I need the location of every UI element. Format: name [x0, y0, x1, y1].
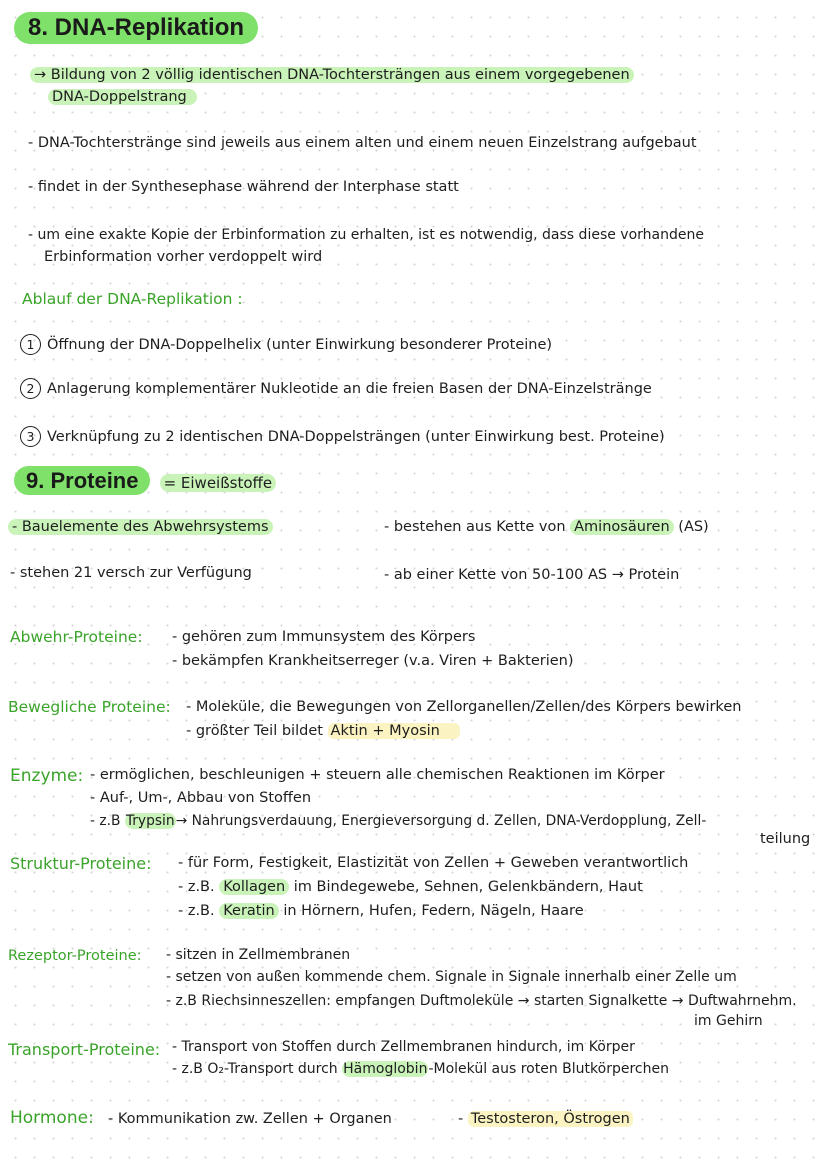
- proteine-heading-row: [14, 468, 276, 494]
- enzyme-line-1: - ermöglichen, beschleunigen + steuern alle chemischen Reaktionen im Körper: [90, 767, 665, 783]
- abwehr-label: Abwehr-Proteine:: [10, 628, 143, 646]
- hormone-examples-highlight: Testosteron, Östrogen: [468, 1111, 633, 1127]
- proteine-right-1-pre: - bestehen aus Kette von: [384, 519, 566, 535]
- proteine-left-1-highlight: - Bauelemente des Abwehrsystems: [8, 519, 273, 535]
- rezeptor-label: Rezeptor-Proteine:: [8, 948, 142, 964]
- transport-line-2-pre: - z.B O₂-Transport durch: [172, 1061, 338, 1077]
- struktur-line-1: - für Form, Festigkeit, Elastizität von Zellen + Geweben verantwortlich: [178, 855, 689, 871]
- rezeptor-line-3: - z.B Riechsinneszellen: empfangen Duftmoleküle → starten Signalkette → Duftwahrnehm.: [166, 993, 797, 1009]
- struktur-line-2: [178, 878, 643, 897]
- aminosaeuren-highlight: Aminosäuren: [570, 519, 674, 535]
- beweglich-line-1: - Moleküle, die Bewegungen von Zellorganellen/Zellen/des Körpers bewirken: [186, 699, 742, 715]
- transport-line-2: [172, 1060, 669, 1079]
- dna-step-2: [20, 378, 652, 399]
- dna-ablauf-title: Ablauf der DNA-Replikation :: [22, 290, 243, 308]
- dna-step-1: [20, 334, 552, 355]
- dna-bullet-3b: Erbinformation vorher verdoppelt wird: [44, 249, 323, 265]
- step-text-3: Verknüpfung zu 2 identischen DNA-Doppelsträngen (unter Einwirkung best. Proteine): [47, 429, 665, 445]
- step-number-3: 3: [20, 426, 41, 447]
- trypsin-highlight: Trypsin: [125, 813, 175, 829]
- step-text-1: Öffnung der DNA-Doppelhelix (unter Einwirkung besonderer Proteine): [47, 337, 553, 353]
- dna-intro-line-1: [30, 66, 634, 85]
- enzyme-line-3-pre: - z.B: [90, 813, 121, 829]
- struktur-line-3-pre: - z.B.: [178, 903, 215, 919]
- enzyme-line-3: [90, 812, 706, 831]
- enzyme-line-3-post: → Nahrungsverdauung, Energieversorgung d. Zellen, DNA-Verdopplung, Zell-: [175, 813, 707, 829]
- dna-bullet-1: - DNA-Tochterstränge sind jeweils aus einem alten und einem neuen Einzelstrang aufgebaut: [28, 135, 697, 151]
- hormone-line-2-pre: -: [458, 1111, 464, 1127]
- transport-label: Transport-Proteine:: [8, 1040, 161, 1059]
- struktur-line-2-pre: - z.B.: [178, 879, 215, 895]
- dna-intro-highlight: → Bildung von 2 völlig identischen DNA-Tochtersträngen aus einem vorgegebenen: [30, 67, 634, 83]
- abwehr-line-1: - gehören zum Immunsystem des Körpers: [172, 629, 476, 645]
- dna-bullet-3a: - um eine exakte Kopie der Erbinformation zu erhalten, ist es notwendig, dass diese vorhandene: [28, 227, 704, 243]
- transport-line-2-post: -Molekül aus roten Blutkörperchen: [428, 1061, 669, 1077]
- dna-step-3: [20, 426, 665, 447]
- beweglich-line-2-pre: - größter Teil bildet: [186, 723, 323, 739]
- enzyme-line-3-cont: teilung: [760, 831, 811, 847]
- beweglich-label: Bewegliche Proteine:: [8, 698, 171, 716]
- struktur-line-2-post: im Bindegewebe, Sehnen, Gelenkbändern, Haut: [293, 879, 643, 895]
- hormone-label: Hormone:: [10, 1108, 94, 1128]
- dna-intro-line-2: [48, 88, 197, 107]
- proteine-section-heading: 9. Proteine: [14, 466, 150, 495]
- haemoglobin-highlight: Hämoglobin: [343, 1061, 428, 1077]
- proteine-left-2: - stehen 21 versch zur Verfügung: [10, 565, 252, 581]
- step-number-1: 1: [20, 334, 41, 355]
- step-text-2: Anlagerung komplementärer Nukleotide an die freien Basen der DNA-Einzelstränge: [47, 381, 652, 397]
- abwehr-line-2: - bekämpfen Krankheitserreger (v.a. Viren + Bakterien): [172, 653, 574, 669]
- step-number-2: 2: [20, 378, 41, 399]
- hormone-line-1: - Kommunikation zw. Zellen + Organen: [108, 1111, 392, 1127]
- proteine-right-1: [384, 518, 709, 537]
- dna-section-heading: 8. DNA-Replikation: [14, 12, 258, 44]
- hormone-line-2: [458, 1110, 633, 1129]
- beweglich-line-2: [186, 722, 460, 741]
- proteine-right-1-post: (AS): [678, 519, 709, 535]
- rezeptor-line-1: - sitzen in Zellmembranen: [166, 947, 351, 963]
- struktur-label: Struktur-Proteine:: [10, 854, 152, 873]
- proteine-heading-suffix: = Eiweißstoffe: [160, 474, 277, 492]
- transport-line-1: - Transport von Stoffen durch Zellmembranen hindurch, im Körper: [172, 1039, 635, 1055]
- struktur-line-3-post: in Hörnern, Hufen, Federn, Nägeln, Haare: [283, 903, 584, 919]
- proteine-left-1: [8, 518, 273, 537]
- dna-intro-highlight-2: DNA-Doppelstrang: [48, 89, 197, 105]
- aktin-myosin-highlight: Aktin + Myosin: [328, 723, 460, 739]
- enzyme-line-2: - Auf-, Um-, Abbau von Stoffen: [90, 790, 312, 806]
- kollagen-highlight: Kollagen: [219, 879, 289, 895]
- rezeptor-line-3-cont: im Gehirn: [694, 1013, 763, 1029]
- keratin-highlight: Keratin: [219, 903, 278, 919]
- rezeptor-line-2: - setzen von außen kommende chem. Signale in Signale innerhalb einer Zelle um: [166, 969, 737, 985]
- proteine-right-2: - ab einer Kette von 50-100 AS → Protein: [384, 567, 680, 583]
- dna-bullet-2: - findet in der Synthesephase während der Interphase statt: [28, 179, 459, 195]
- struktur-line-3: [178, 902, 584, 921]
- enzyme-label: Enzyme:: [10, 766, 84, 786]
